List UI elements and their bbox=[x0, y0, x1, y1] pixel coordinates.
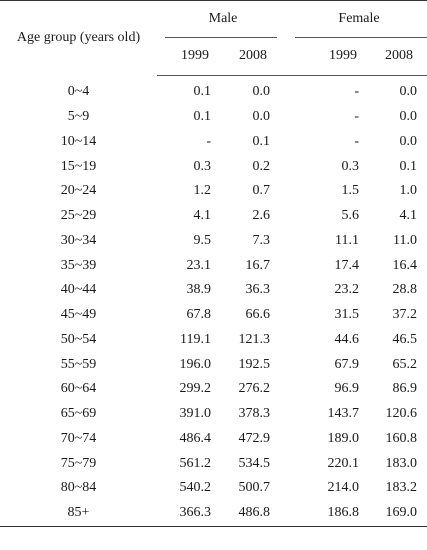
female-1999-cell: 214.0 bbox=[327, 480, 360, 496]
female-group-header bbox=[291, 1, 427, 38]
table-body bbox=[0, 76, 427, 527]
female-1999-cell: 44.6 bbox=[334, 331, 360, 347]
female-2008-header: 2008 bbox=[359, 37, 427, 76]
group-gap bbox=[281, 229, 291, 254]
male-2008-cell: 0.7 bbox=[252, 183, 271, 199]
female-1999-cell: 96.9 bbox=[334, 381, 360, 397]
female-2008-cell: 120.6 bbox=[385, 406, 418, 422]
male-1999-cell: - bbox=[206, 133, 211, 149]
female-2008-cell: 86.9 bbox=[392, 381, 418, 397]
age-cell: 50~54 bbox=[60, 331, 97, 347]
age-cell: 45~49 bbox=[60, 307, 97, 323]
group-gap bbox=[281, 427, 291, 452]
table-row bbox=[0, 130, 427, 155]
group-gap bbox=[281, 328, 291, 353]
table-row bbox=[0, 328, 427, 353]
male-2008-cell: 192.5 bbox=[238, 356, 271, 372]
age-cell: 35~39 bbox=[60, 257, 97, 273]
male-group-header bbox=[157, 1, 281, 38]
female-1999-cell: 186.8 bbox=[291, 501, 359, 526]
table-row bbox=[0, 476, 427, 501]
age-cell: 65~69 bbox=[60, 406, 97, 422]
male-1999-cell: 4.1 bbox=[193, 208, 211, 224]
group-gap bbox=[281, 105, 291, 130]
male-2008-cell: 472.9 bbox=[238, 430, 271, 446]
age-cell: 25~29 bbox=[60, 208, 97, 224]
table-row bbox=[0, 377, 427, 402]
table-row bbox=[0, 451, 427, 476]
male-2008-cell: 7.3 bbox=[252, 232, 271, 248]
table-row bbox=[0, 179, 427, 204]
table-row bbox=[0, 278, 427, 303]
female-2008-cell: 37.2 bbox=[392, 307, 418, 323]
female-1999-cell: 5.6 bbox=[341, 208, 360, 224]
male-1999-cell: 299.2 bbox=[179, 381, 211, 397]
table-row bbox=[0, 253, 427, 278]
age-cell: 80~84 bbox=[60, 480, 97, 496]
table-row bbox=[0, 402, 427, 427]
group-gap bbox=[281, 179, 291, 204]
table-header bbox=[0, 1, 427, 76]
male-2008-cell: 534.5 bbox=[238, 455, 271, 471]
male-2008-cell: 2.6 bbox=[252, 208, 271, 224]
female-2008-cell: 183.0 bbox=[385, 455, 418, 471]
female-1999-cell: 17.4 bbox=[334, 257, 360, 273]
female-1999-cell: - bbox=[354, 133, 360, 149]
female-2008-cell: 4.1 bbox=[399, 208, 418, 224]
table-row bbox=[0, 76, 427, 105]
female-2008-cell: 65.2 bbox=[392, 356, 418, 372]
female-1999-cell: 11.1 bbox=[335, 232, 360, 248]
age-cell: 0~4 bbox=[67, 84, 90, 100]
female-2008-cell: 16.4 bbox=[392, 257, 418, 273]
age-cell: 85+ bbox=[0, 501, 157, 526]
female-1999-cell: 0.3 bbox=[341, 158, 360, 174]
male-1999-cell: 561.2 bbox=[179, 455, 211, 471]
female-1999-cell: 143.7 bbox=[327, 406, 360, 422]
male-1999-cell: 67.8 bbox=[186, 307, 211, 323]
male-2008-cell: 276.2 bbox=[238, 381, 271, 397]
table-row bbox=[0, 204, 427, 229]
group-gap bbox=[281, 130, 291, 155]
male-2008-cell: 378.3 bbox=[238, 406, 271, 422]
female-group-rule bbox=[295, 37, 427, 38]
female-2008-cell: 46.5 bbox=[392, 331, 418, 347]
age-cell: 75~79 bbox=[60, 455, 97, 471]
female-1999-cell: 189.0 bbox=[327, 430, 360, 446]
female-1999-cell: 67.9 bbox=[334, 356, 360, 372]
male-1999-cell: 38.9 bbox=[186, 282, 211, 298]
female-1999-cell: 31.5 bbox=[334, 307, 360, 323]
male-1999-cell: 23.1 bbox=[186, 257, 211, 273]
male-1999-cell: 0.1 bbox=[193, 109, 211, 125]
male-2008-cell: 0.1 bbox=[252, 133, 271, 149]
female-1999-cell: 23.2 bbox=[334, 282, 360, 298]
male-2008-cell: 66.6 bbox=[245, 307, 271, 323]
male-1999-cell: 0.1 bbox=[193, 84, 211, 100]
male-1999-cell: 0.3 bbox=[193, 158, 211, 174]
female-2008-cell: 28.8 bbox=[392, 282, 418, 298]
male-1999-cell: 540.2 bbox=[179, 480, 211, 496]
group-gap bbox=[281, 501, 291, 526]
age-cell: 5~9 bbox=[67, 109, 90, 125]
female-2008-cell: 169.0 bbox=[359, 501, 427, 526]
group-gap bbox=[281, 76, 291, 105]
male-1999-cell: 486.4 bbox=[179, 430, 211, 446]
female-2008-cell: 0.0 bbox=[399, 109, 418, 125]
group-gap bbox=[281, 154, 291, 179]
age-cell: 30~34 bbox=[60, 232, 97, 248]
male-2008-header: 2008 bbox=[219, 37, 281, 76]
table-row bbox=[0, 427, 427, 452]
table-row bbox=[0, 352, 427, 377]
age-cell: 55~59 bbox=[60, 356, 97, 372]
group-gap bbox=[281, 402, 291, 427]
group-gap bbox=[281, 352, 291, 377]
male-label: Male bbox=[208, 11, 238, 26]
male-2008-cell: 121.3 bbox=[238, 331, 271, 347]
female-2008-cell: 183.2 bbox=[385, 480, 418, 496]
age-cell: 15~19 bbox=[60, 158, 97, 174]
female-2008-cell: 1.0 bbox=[399, 183, 418, 199]
group-gap bbox=[281, 37, 291, 76]
group-gap bbox=[281, 476, 291, 501]
group-gap bbox=[281, 377, 291, 402]
male-1999-header: 1999 bbox=[157, 37, 219, 76]
age-group-header: Age group (years old) bbox=[0, 1, 157, 76]
male-2008-cell: 0.0 bbox=[252, 84, 271, 100]
table-row bbox=[0, 303, 427, 328]
male-2008-cell: 36.3 bbox=[245, 282, 271, 298]
male-1999-cell: 196.0 bbox=[179, 356, 211, 372]
female-1999-cell: 1.5 bbox=[341, 183, 360, 199]
group-gap bbox=[281, 278, 291, 303]
female-2008-cell: 11.0 bbox=[393, 232, 418, 248]
male-2008-cell: 500.7 bbox=[238, 480, 271, 496]
male-2008-cell: 486.8 bbox=[219, 501, 281, 526]
group-gap bbox=[281, 303, 291, 328]
male-1999-cell: 366.3 bbox=[157, 501, 219, 526]
age-cell: 20~24 bbox=[60, 183, 97, 199]
male-1999-cell: 9.5 bbox=[193, 232, 211, 248]
male-1999-cell: 391.0 bbox=[179, 406, 211, 422]
female-2008-cell: 0.1 bbox=[399, 158, 418, 174]
female-label: Female bbox=[338, 11, 380, 26]
age-cell: 70~74 bbox=[60, 430, 97, 446]
table-row bbox=[0, 229, 427, 254]
group-gap bbox=[281, 204, 291, 229]
male-2008-cell: 16.7 bbox=[245, 257, 271, 273]
male-2008-cell: 0.0 bbox=[252, 109, 271, 125]
female-1999-header: 1999 bbox=[291, 37, 359, 76]
table-row bbox=[0, 501, 427, 526]
male-2008-cell: 0.2 bbox=[252, 158, 271, 174]
table-row bbox=[0, 154, 427, 179]
female-2008-cell: 160.8 bbox=[385, 430, 418, 446]
age-cell: 10~14 bbox=[60, 133, 97, 149]
female-1999-cell: - bbox=[354, 84, 360, 100]
female-2008-cell: 0.0 bbox=[399, 133, 418, 149]
female-2008-cell: 0.0 bbox=[399, 84, 418, 100]
male-1999-cell: 1.2 bbox=[193, 183, 211, 199]
table-row bbox=[0, 105, 427, 130]
group-gap bbox=[281, 451, 291, 476]
female-1999-cell: 220.1 bbox=[327, 455, 360, 471]
group-gap bbox=[281, 253, 291, 278]
male-1999-cell: 119.1 bbox=[180, 331, 211, 347]
age-cell: 40~44 bbox=[60, 282, 97, 298]
female-1999-cell: - bbox=[354, 109, 360, 125]
group-gap bbox=[281, 1, 291, 38]
age-cell: 60~64 bbox=[60, 381, 97, 397]
